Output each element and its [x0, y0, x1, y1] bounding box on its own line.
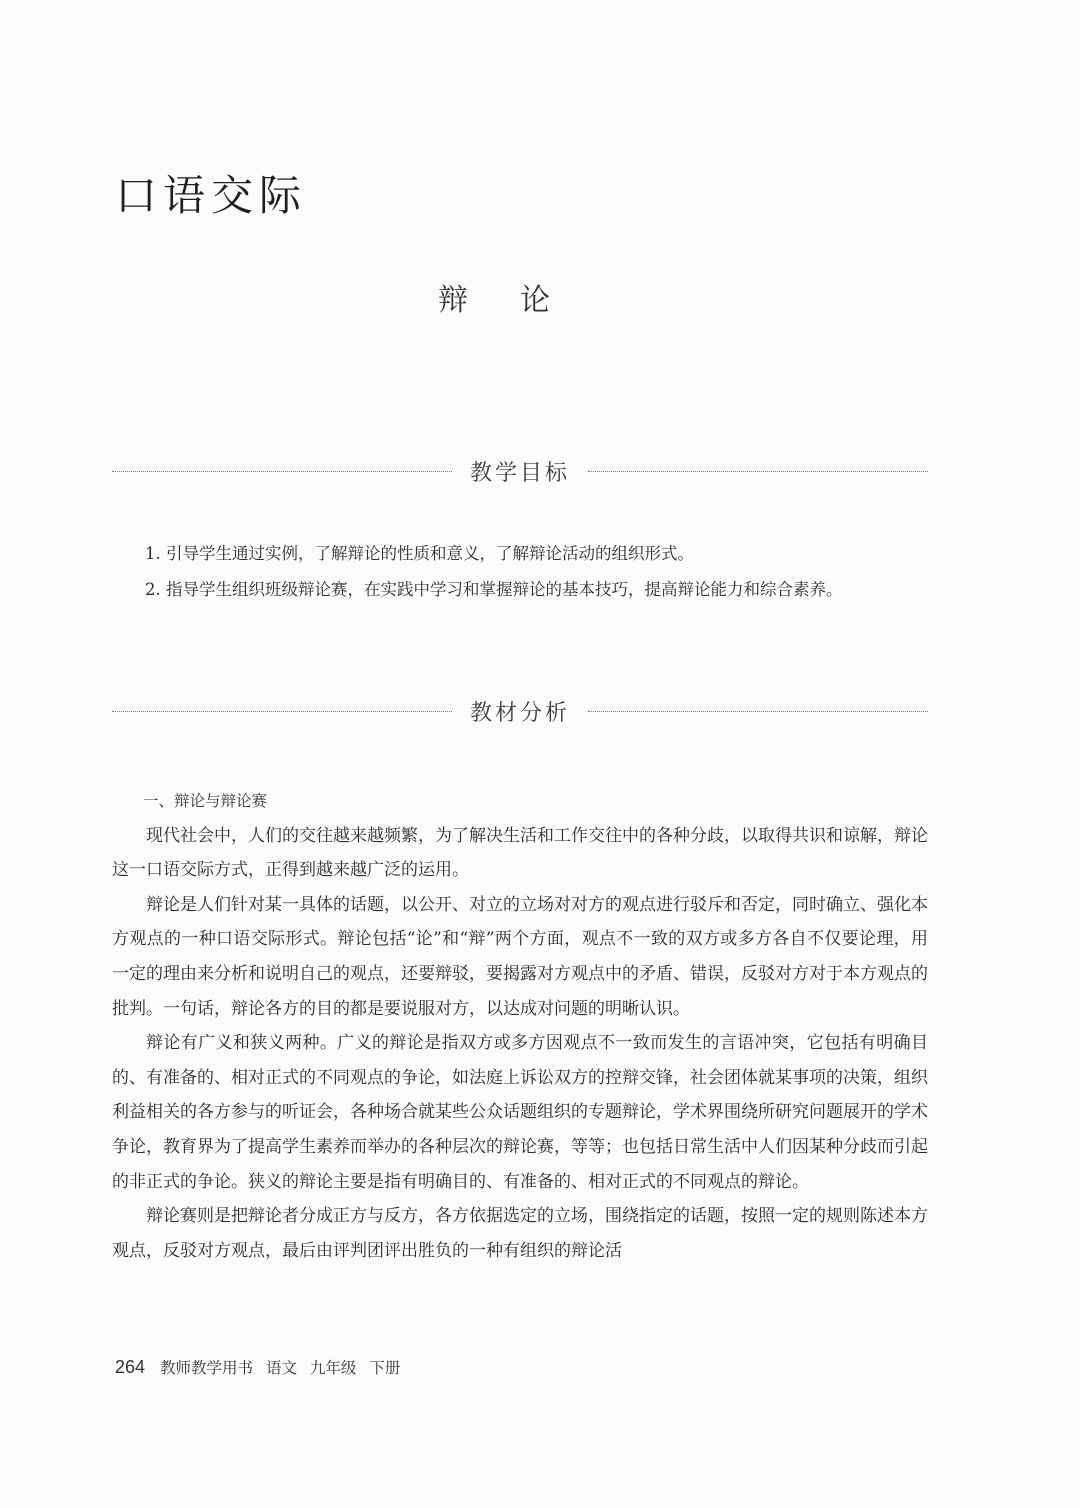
analysis-section-header [112, 691, 928, 731]
dotted-rule-right [588, 711, 928, 712]
analysis-paragraph: 现代社会中，人们的交往越来越频繁，为了解决生活和工作交往中的各种分歧，以取得共识和谅解，辩论这一口语交际方式，正得到越来越广泛的运用。 [112, 825, 928, 881]
objectives-section-header [112, 451, 928, 491]
analysis-subheading: 一、辩论与辩论赛 [143, 792, 268, 810]
grade: 九年级 [309, 1359, 357, 1377]
analysis-paragraph: 辩论是人们针对某一具体的话题，以公开、对立的立场对对方的观点进行驳斥和否定，同时确立、强化本方观点的一种口语交际形式。辩论包括“论”和“辩”两个方面，观点不一致的双方或多方各自不仅要论理，用一定的理由来分析和说明自己的观点，还要辩驳，要揭露对方观点中的矛盾、错误，反驳对方对于本方观点的批判。一句话，辩论各方的目的都是要说服对方，以达成对问题的明晰认识。 [112, 894, 928, 1019]
dotted-rule-left [112, 711, 452, 712]
dotted-rule-right [588, 471, 928, 472]
book-title: 教师教学用书 [159, 1359, 253, 1377]
lesson-title: 辩论 [438, 283, 602, 318]
volume: 下册 [369, 1359, 401, 1377]
page-number: 264 [115, 1357, 146, 1377]
analysis-paragraph: 辩论赛则是把辩论者分成正方与反方，各方依据选定的立场，围绕指定的话题，按照一定的规则陈述本方观点，反驳对方观点，最后由评判团评出胜负的一种有组织的辩论活 [112, 1206, 928, 1261]
dotted-rule-left [112, 471, 452, 472]
analysis-body [112, 784, 928, 1268]
objective-item: 2. 指导学生组织班级辩论赛，在实践中学习和掌握辩论的基本技巧，提高辩论能力和综合素养。 [145, 580, 843, 599]
chapter-title: 口语交际 [115, 171, 308, 221]
analysis-paragraph: 辩论有广义和狭义两种。广义的辩论是指双方或多方因观点不一致而发生的言语冲突，它包括有明确目的、有准备的、相对正式的不同观点的争论，如法庭上诉讼双方的控辩交锋，社会团体就某事项的决策，组织利益相关的各方参与的听证会，各种场合就某些公众话题组织的专题辩论，学术界围绕所研究问题展开的学术争论，教育界为了提高学生素养而举办的各种层次的辩论赛，等等；也包括日常生活中人们因某种分歧而引起的非正式的争论。狭义的辩论主要是指有明确目的、有准备的、相对正式的不同观点的辩论。 [112, 1033, 928, 1192]
objective-item: 1. 引导学生通过实例，了解辩论的性质和意义，了解辩论活动的组织形式。 [145, 544, 694, 563]
subject: 语文 [265, 1359, 297, 1377]
objectives-header-label: 教学目标 [470, 460, 571, 486]
page-footer [115, 1356, 408, 1378]
objectives-list [112, 536, 928, 608]
analysis-header-label: 教材分析 [470, 700, 571, 726]
